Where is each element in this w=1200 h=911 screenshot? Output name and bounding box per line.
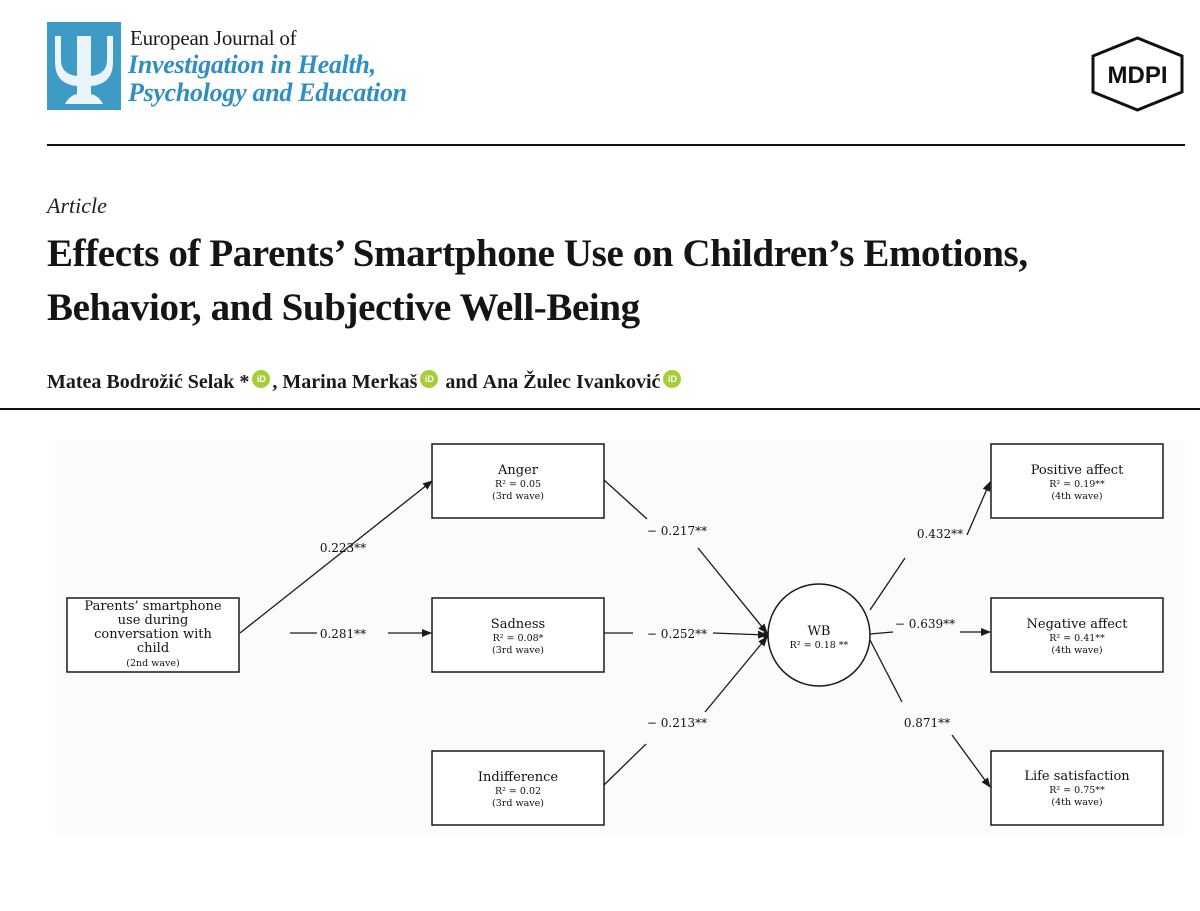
author-name[interactable]: Marina Merkaš: [282, 370, 418, 393]
node-label: Anger: [498, 463, 538, 478]
edge-predictor-anger: [240, 481, 432, 633]
author-separator: ,: [272, 370, 283, 393]
edge-indifference-wb: [604, 744, 646, 785]
article-type: Article: [47, 193, 107, 218]
node-wave: (4th wave): [1051, 491, 1103, 502]
journal-logo: [47, 22, 121, 110]
node-label: Positive affect: [1030, 463, 1124, 478]
node-wave: (4th wave): [1051, 797, 1103, 808]
publisher-logo: [1090, 36, 1185, 112]
edge-wb-life: [952, 735, 990, 787]
publisher-name: MDPI: [1107, 62, 1168, 89]
path-coef-predictor-anger: 0.223**: [319, 541, 367, 555]
node-wave: (3rd wave): [492, 645, 544, 656]
predictor-line: conversation with: [94, 627, 212, 642]
author-list: [47, 370, 683, 394]
psi-icon: [47, 22, 121, 110]
node-label: Life satisfaction: [1024, 769, 1130, 784]
node-sadness: [432, 598, 604, 672]
node-negative-affect: [991, 598, 1163, 672]
journal-prefix: European Journal of: [130, 26, 297, 50]
path-diagram-figure: [55, 440, 1185, 835]
edge-indifference-wb: [705, 637, 767, 712]
edge-anger-wb: [604, 480, 647, 519]
node-wb: [768, 584, 870, 686]
node-label: Negative affect: [1026, 617, 1128, 632]
node-r2: R² = 0.08*: [492, 633, 544, 644]
node-wave: (3rd wave): [492, 798, 544, 809]
node-r2: R² = 0.41**: [1049, 633, 1105, 644]
edge-anger-wb: [698, 548, 767, 633]
node-r2: R² = 0.05: [494, 479, 542, 490]
article-title-line2: Behavior, and Subjective Well-Being: [47, 286, 640, 329]
path-coef-wb-negative: − 0.639**: [894, 617, 956, 631]
node-label: WB: [807, 624, 831, 639]
node-r2: R² = 0.75**: [1049, 785, 1105, 796]
node-wave: (3rd wave): [492, 491, 544, 502]
journal-name-line1: Investigation in Health,: [128, 50, 376, 79]
path-coef-indifference-wb: − 0.213**: [646, 716, 708, 730]
author-name[interactable]: Ana Žulec Ivanković: [482, 370, 661, 393]
orcid-icon[interactable]: iD: [420, 370, 438, 388]
node-wave: (4th wave): [1051, 645, 1103, 656]
node-indifference: [432, 751, 604, 825]
journal-name-line2: Psychology and Education: [128, 78, 407, 107]
predictor-line: use during: [117, 613, 189, 628]
path-coef-sadness-wb: − 0.252**: [646, 627, 708, 641]
node-r2: R² = 0.02: [494, 786, 542, 797]
edge-wb-negative: [870, 632, 893, 634]
article-title-line1: Effects of Parents’ Smartphone Use on Children’s Emotions,: [47, 232, 1028, 275]
node-anger: [432, 444, 604, 518]
node-life-satisfaction: [991, 751, 1163, 825]
edge-wb-positive: [870, 558, 905, 610]
path-coef-wb-life: 0.871**: [903, 716, 951, 730]
node-predictor: [67, 598, 239, 672]
predictor-wave: (2nd wave): [126, 658, 180, 669]
section-divider: [0, 408, 1200, 410]
author-separator: and: [440, 370, 483, 393]
path-coef-wb-positive: 0.432**: [916, 527, 964, 541]
edge-wb-life: [870, 640, 902, 702]
predictor-line: child: [136, 641, 170, 656]
author-name[interactable]: Matea Bodrožić Selak *: [47, 370, 250, 393]
orcid-icon[interactable]: iD: [663, 370, 681, 388]
node-label: Sadness: [490, 617, 546, 632]
edge-sadness-wb: [713, 633, 767, 635]
node-positive-affect: [991, 444, 1163, 518]
header-divider: [47, 144, 1185, 146]
node-r2: R² = 0.18 **: [789, 640, 849, 651]
edge-wb-positive: [967, 482, 990, 535]
path-coef-anger-wb: − 0.217**: [646, 524, 708, 538]
path-coef-predictor-sadness: 0.281**: [319, 627, 367, 641]
node-r2: R² = 0.19**: [1049, 479, 1105, 490]
orcid-icon[interactable]: iD: [252, 370, 270, 388]
predictor-line: Parents’ smartphone: [84, 599, 222, 614]
node-label: Indifference: [477, 770, 559, 785]
